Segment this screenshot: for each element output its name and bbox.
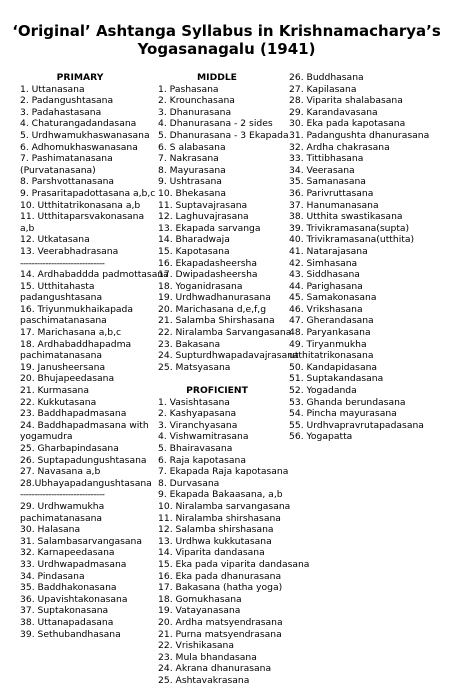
asana-line: 38. Uttanapadasana <box>20 616 114 628</box>
asana-line: 1. Pashasana <box>158 83 219 95</box>
asana-line: 30. Eka pada kapotasana <box>289 118 406 130</box>
asana-line: yogamudra <box>20 431 73 443</box>
asana-line: 2. Padangushtasana <box>20 95 114 107</box>
asana-line: 31. Padangushta dhanurasana <box>289 129 430 141</box>
asana-line: 6. Raja kapotasana <box>158 454 246 466</box>
asana-line: 21. Purna matsyendrasana <box>158 628 282 640</box>
asana-line: 4. Chaturangadandasana <box>20 118 137 130</box>
asana-line: 12. Laghuvajrasana <box>158 211 249 223</box>
asana-line: 23. Mula bhandasana <box>158 651 257 663</box>
asana-line: 7. Pashimatanasana <box>20 153 113 165</box>
asana-line: 51. Suptakandasana <box>289 373 384 385</box>
asana-line: 29. Karandavasana <box>289 106 378 118</box>
asana-line: 24. Supturdhwapadavajrasana <box>158 350 299 362</box>
asana-line: 53. Ghanda berundasana <box>289 396 406 408</box>
asana-line: 2. Kashyapasana <box>158 408 237 420</box>
section-separator: ------------------------------ <box>20 489 105 501</box>
asana-line: 35. Baddhakonasana <box>20 582 117 594</box>
asana-line: 14. Bharadwaja <box>158 234 230 246</box>
asana-line: paschimatanasana <box>20 315 107 327</box>
asana-line: 14. Ardhabaddda padmottasana <box>20 269 169 281</box>
asana-line: 28.Ubhayapadangushtasana <box>20 477 152 489</box>
asana-line: 45. Samakonasana <box>289 292 377 304</box>
proficient-list <box>158 396 310 686</box>
asana-line: 21. Salamba Shirshasana <box>158 315 275 327</box>
asana-line: 9. Ushtrasana <box>158 176 222 188</box>
asana-line: 10. Utthitatrikonasana a,b <box>20 199 141 211</box>
asana-line: 22. Kukkutasana <box>20 396 97 408</box>
asana-line: 21. Kurmasana <box>20 385 89 397</box>
asana-line: 29. Urdhwamukha <box>20 500 105 512</box>
asana-line: 34. Veerasana <box>289 164 355 176</box>
asana-line: 17. Bakasana (hatha yoga) <box>158 582 283 594</box>
asana-line: 33. Tittibhasana <box>289 153 364 165</box>
asana-line: 10. Bhekasana <box>158 187 226 199</box>
proficient-heading: PROFICIENT <box>186 385 248 397</box>
asana-line: 50. Kandapidasana <box>289 361 378 373</box>
asana-line: 56. Yogapatta <box>289 431 353 443</box>
asana-line: 6. Adhomukhaswanasana <box>20 141 138 153</box>
asana-line: 5. Dhanurasana - 3 Ekapada <box>158 129 289 141</box>
asana-line: 8. Mayurasana <box>158 164 226 176</box>
asana-line: 35. Samanasana <box>289 176 366 188</box>
asana-line: 2. Krounchasana <box>158 95 235 107</box>
title-line-1: ‘Original’ Ashtanga Syllabus in Krishnamacharya’s <box>12 22 441 40</box>
asana-line: 26. Suptapadungushtasana <box>20 454 147 466</box>
asana-line: 36. Parivruttasana <box>289 187 374 199</box>
asana-line: 11. Niralamba shirshasana <box>158 512 281 524</box>
asana-line: 43. Siddhasana <box>289 269 360 281</box>
asana-line: 24. Baddhapadmasana with <box>20 419 149 431</box>
asana-line: 30. Halasana <box>20 524 81 536</box>
asana-line: 39. Sethubandhasana <box>20 628 121 640</box>
asana-line: 6. S alabasana <box>158 141 226 153</box>
asana-line: 5. Bhairavasana <box>158 443 233 454</box>
asana-line: 16. Triyunmukhaikapada <box>20 303 134 315</box>
asana-line: 8. Durvasana <box>158 477 220 489</box>
middle-heading: MIDDLE <box>197 72 237 83</box>
section-separator: ------------------------------ <box>20 257 105 269</box>
advanced-column <box>289 72 449 443</box>
asana-line: 22. Vrishikasana <box>158 640 234 652</box>
asana-line: 11. Suptavajrasana <box>158 199 248 211</box>
asana-line: 28. Viparita shalabasana <box>289 95 403 107</box>
asana-line: 19. Vatayanasana <box>158 605 241 617</box>
asana-line: pachimatanasana <box>20 512 103 524</box>
asana-line: 33. Urdhwapadmasana <box>20 558 127 570</box>
asana-line: 23. Bakasana <box>158 338 221 350</box>
asana-line: 27. Kapilasana <box>289 83 357 95</box>
asana-line: 25. Gharbapindasana <box>20 443 119 454</box>
asana-line: 46. Vrikshasana <box>289 303 363 315</box>
asana-line: 1. Uttanasana <box>20 83 85 95</box>
asana-line: 20. Ardha matsyendrasana <box>158 616 283 628</box>
asana-line: 36. Upavishtakonasana <box>20 593 128 605</box>
asana-line: 23. Baddhapadmasana <box>20 408 127 420</box>
asana-line: 39. Trivikramasana(supta) <box>289 222 410 234</box>
asana-line: utthitatrikonasana <box>289 350 374 362</box>
asana-line: 1. Vasishtasana <box>158 396 230 408</box>
asana-line: 3. Padahastasana <box>20 106 102 118</box>
asana-line: 25. Ashtavakrasana <box>158 674 250 686</box>
asana-line: 49. Tiryanmukha <box>289 338 367 350</box>
asana-line: 25. Matsyasana <box>158 361 231 373</box>
asana-line: 42. Simhasana <box>289 257 358 269</box>
asana-line: 17. Dwipadasheersha <box>158 269 258 281</box>
asana-line: 32. Ardha chakrasana <box>289 141 390 153</box>
asana-line: a,b <box>20 222 35 234</box>
asana-line: 17. Marichasana a,b,c <box>20 327 122 339</box>
asana-line: 3. Dhanurasana <box>158 106 232 118</box>
asana-line: 27. Navasana a,b <box>20 466 101 478</box>
asana-line: 26. Buddhasana <box>289 72 364 83</box>
asana-line: 16. Eka pada dhanurasana <box>158 570 282 582</box>
asana-line: 20. Marichasana d,e,f,g <box>158 303 267 315</box>
asana-line: 37. Hanumanasana <box>289 199 379 211</box>
asana-line: 7. Ekapada Raja kapotasana <box>158 466 289 478</box>
asana-line: 47. Gherandasana <box>289 315 374 327</box>
asana-line: (Purvatanasana) <box>20 164 96 176</box>
asana-line: 19. Janusheersana <box>20 361 106 373</box>
asana-line: 54. Pincha mayurasana <box>289 408 397 420</box>
asana-line: 4. Dhanurasana - 2 sides <box>158 118 273 130</box>
asana-line: 13. Ekapada sarvanga <box>158 222 261 234</box>
asana-line: 13. Urdhwa kukkutasana <box>158 535 272 547</box>
asana-line: 40. Trivikramasana(utthita) <box>289 234 415 246</box>
asana-line: 34. Pindasana <box>20 570 85 582</box>
primary-list <box>20 83 169 641</box>
asana-line: 8. Parshvottanasana <box>20 176 115 188</box>
middle-list <box>158 83 299 374</box>
asana-line: 4. Vishwamitrasana <box>158 431 249 443</box>
asana-line: 9. Ekapada Bakaasana, a,b <box>158 489 283 501</box>
asana-line: 12. Salamba shirshasana <box>158 524 274 536</box>
asana-line: 24. Akrana dhanurasana <box>158 663 272 675</box>
asana-line: 38. Utthita swastikasana <box>289 211 403 223</box>
asana-line: 52. Yogadanda <box>289 385 357 397</box>
asana-line: padangushtasana <box>20 292 103 304</box>
asana-line: 9. Prasaritapadottasana a,b,c <box>20 187 156 199</box>
asana-line: 15. Eka pada viparita dandasana <box>158 558 310 570</box>
asana-line: 15. Kapotasana <box>158 245 230 257</box>
asana-line: 14. Viparita dandasana <box>158 547 265 559</box>
asana-line: 22. Niralamba Sarvangasana <box>158 327 292 339</box>
asana-line: 18. Yoganidrasana <box>158 280 243 292</box>
asana-line: 10. Niralamba sarvangasana <box>158 500 291 512</box>
asana-line: 11. Utthitaparsvakonasana <box>20 211 145 223</box>
asana-line: 13. Veerabhadrasana <box>20 245 119 257</box>
asana-line: 20. Bhujapeedasana <box>20 373 115 385</box>
asana-line: 18. Gomukhasana <box>158 593 242 605</box>
asana-line: 48. Paryankasana <box>289 327 371 339</box>
asana-line: 32. Karnapeedasana <box>20 547 115 559</box>
document-title <box>0 22 453 58</box>
asana-line: 44. Parighasana <box>289 280 363 292</box>
asana-line: 41. Natarajasana <box>289 245 368 257</box>
asana-line: 15. Utthitahasta <box>20 280 95 292</box>
asana-line: 55. Urdhvapravrutapadasana <box>289 419 424 431</box>
title-line-2: Yogasanagalu (1941) <box>137 40 316 58</box>
primary-column <box>20 72 169 640</box>
advanced-list <box>289 72 449 443</box>
asana-line: 18. Ardhabaddhapadma <box>20 338 132 350</box>
asana-line: pachimatanasana <box>20 350 103 362</box>
asana-line: 16. Ekapadasheersha <box>158 257 257 269</box>
asana-line: 3. Viranchyasana <box>158 419 238 431</box>
asana-line: 19. Urdhwadhanurasana <box>158 292 271 304</box>
asana-line: 12. Utkatasana <box>20 234 90 246</box>
middle-proficient-column <box>158 72 310 686</box>
primary-heading: PRIMARY <box>56 72 104 83</box>
asana-line: 37. Suptakonasana <box>20 605 109 617</box>
asana-line: 31. Salambasarvangasana <box>20 535 143 547</box>
asana-line: 7. Nakrasana <box>158 153 219 165</box>
asana-line: 5. Urdhwamukhaswanasana <box>20 129 150 141</box>
